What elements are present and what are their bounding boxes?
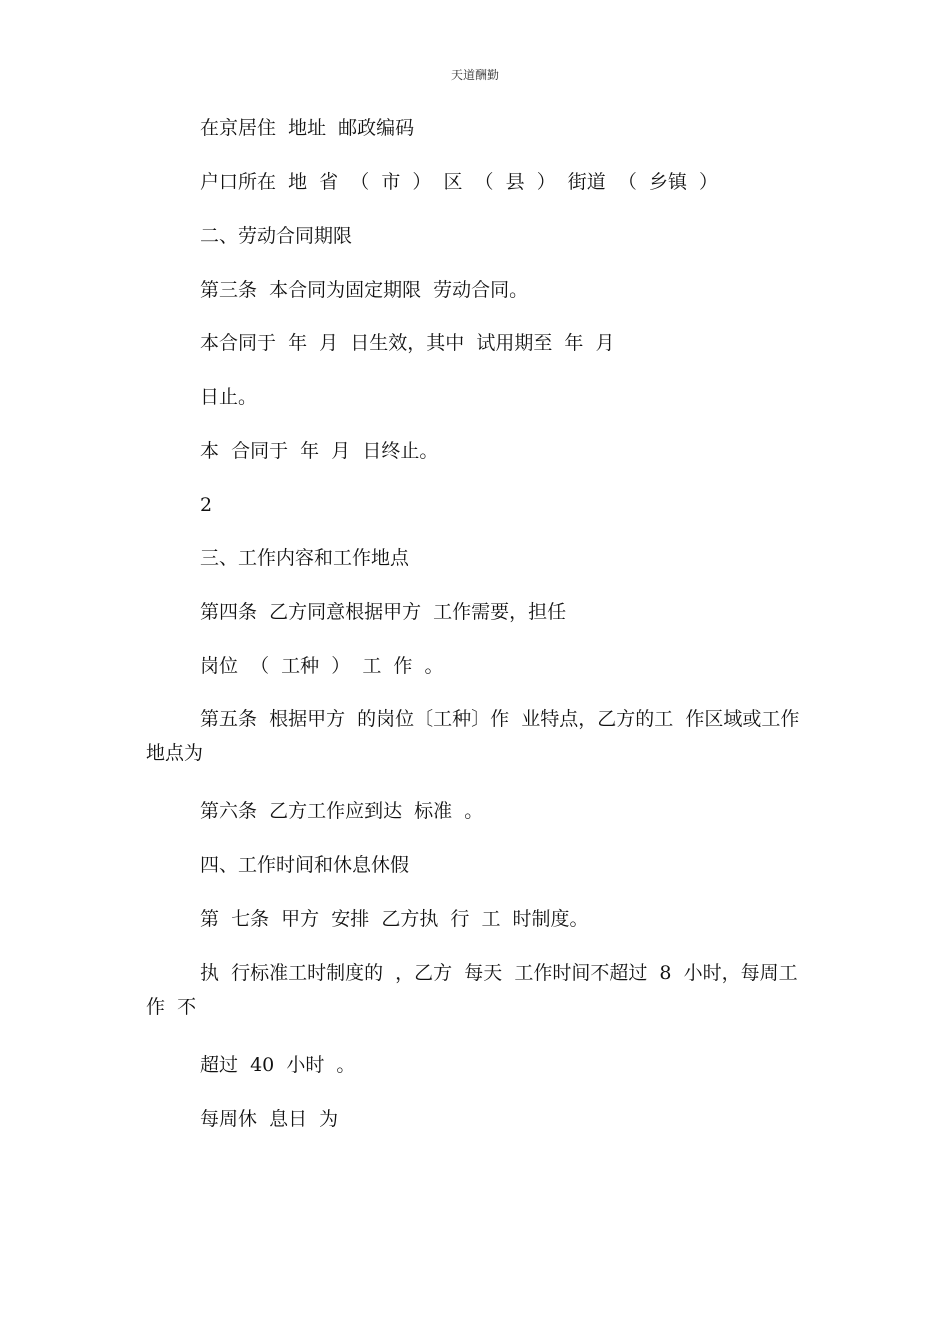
- effective-date-line: 本合同于 年 月 日生效，其中 试用期至 年 月: [200, 332, 615, 354]
- page-header: 天道酬勤: [450, 68, 499, 82]
- page-number: 2: [200, 494, 213, 516]
- weekly-hours-line: 超过 40 小时 。: [200, 1054, 356, 1076]
- article-6-line: 第六条 乙方工作应到达 标准 。: [200, 800, 484, 822]
- residence-address-line: 在京居住 地址 邮政编码: [200, 117, 415, 139]
- article-3-line: 第三条 本合同为固定期限 劳动合同。: [200, 279, 529, 301]
- probation-end-line: 日止。: [200, 386, 258, 408]
- section-heading-working-hours: 四、工作时间和休息休假: [200, 854, 410, 876]
- household-registration-line: 户口所在 地 省 （ 市 ） 区 （ 县 ） 街道 （ 乡镇 ）: [200, 171, 719, 193]
- job-position-line: 岗位 （ 工种 ） 工 作 。: [200, 655, 444, 677]
- weekly-rest-day-line: 每周休 息日 为: [200, 1108, 339, 1130]
- standard-hours-paragraph: 执 行标准工时制度的 ，乙方 每天 工作时间不超过 8 小时，每周工作 不: [146, 962, 798, 1018]
- termination-date-line: 本 合同于 年 月 日终止。: [200, 440, 439, 462]
- article-7-line: 第 七条 甲方 安排 乙方执 行 工 时制度。: [200, 908, 589, 930]
- article-4-line: 第四条 乙方同意根据甲方 工作需要，担任: [200, 601, 567, 623]
- section-heading-work-content: 三、工作内容和工作地点: [200, 547, 410, 569]
- article-5-paragraph: 第五条 根据甲方 的岗位〔工种〕作 业特点，乙方的工 作区域或工作地点为: [146, 708, 800, 764]
- section-heading-contract-term: 二、劳动合同期限: [200, 225, 353, 247]
